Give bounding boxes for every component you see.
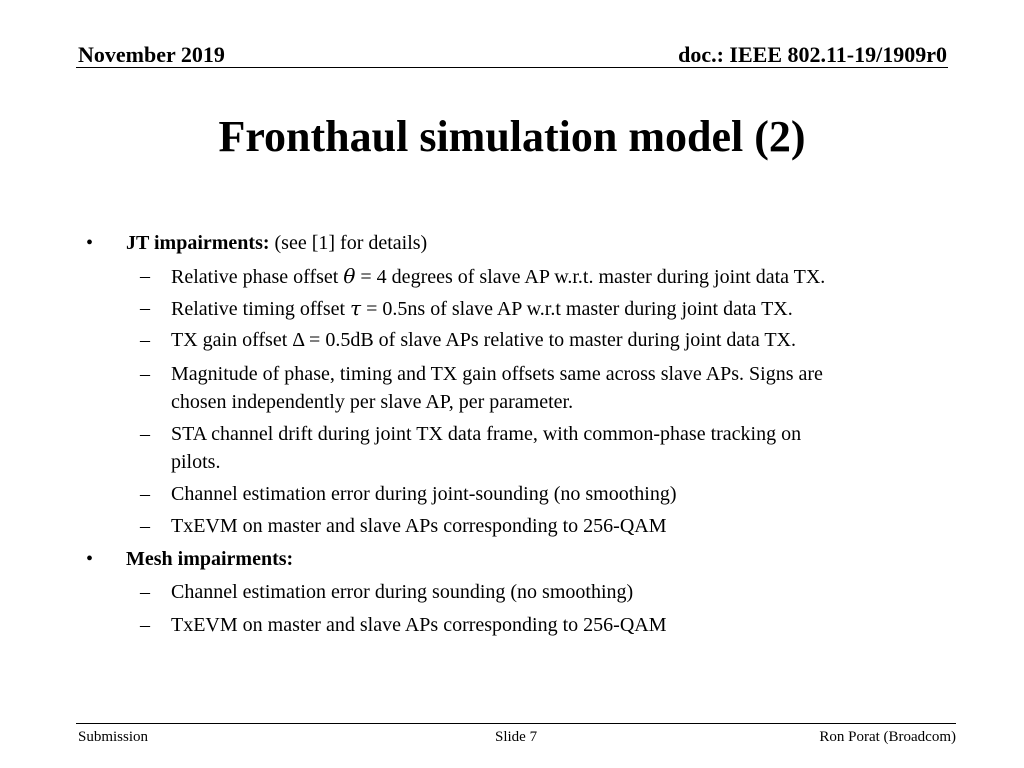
sub-bullet-gain-offset (171, 326, 941, 354)
sub-bullet-line: Magnitude of phase, timing and TX gain offsets same across slave APs. Signs are (171, 363, 823, 385)
sub-bullet-line: chosen independently per slave AP, per parameter. (171, 391, 574, 413)
sub-bullet-marker: – (140, 483, 150, 505)
header-date: November 2019 (78, 42, 225, 67)
bullet-marker: • (86, 548, 94, 570)
bullet-marker: • (86, 232, 94, 254)
sub-bullet-joint-sounding: Channel estimation error during joint-sounding (no smoothing) (171, 483, 677, 505)
sub-bullet-marker: – (140, 363, 150, 385)
bullet-label: Mesh impairments: (126, 548, 294, 570)
header-doc-id: doc.: IEEE 802.11-19/1909r0 (678, 42, 947, 67)
tau-symbol: τ (350, 296, 362, 320)
footer-submission: Submission (78, 729, 149, 745)
footer-divider (76, 723, 956, 724)
slide-title: Fronthaul simulation model (2) (218, 112, 806, 161)
bullet-text: (see [1] for details) (269, 232, 428, 254)
sub-bullet-marker: – (140, 265, 150, 287)
footer-author: Ron Porat (Broadcom) (819, 729, 956, 745)
sub-bullet-marker: – (140, 423, 150, 445)
bullet-label: JT impairments: (126, 232, 270, 254)
sub-bullet-text: TX gain offset (171, 329, 293, 351)
sub-bullet-text: = 0.5ns of slave AP w.r.t master during joint data TX. (361, 298, 793, 320)
theta-symbol: θ (343, 264, 356, 288)
sub-bullet-marker: – (140, 297, 150, 319)
sub-bullet-text: Relative timing offset (171, 298, 351, 320)
sub-bullet-txevm: TxEVM on master and slave APs corresponding to 256-QAM (171, 515, 667, 537)
sub-bullet-text: = 4 degrees of slave AP w.r.t. master during joint data TX. (355, 266, 826, 288)
sub-bullet-channel-drift (171, 420, 941, 476)
sub-bullet-magnitude (171, 360, 941, 416)
sub-bullet-marker: – (140, 329, 150, 351)
sub-bullet-phase-offset (171, 262, 941, 291)
bullet-mesh-impairments (126, 545, 293, 573)
sub-bullet-line: pilots. (171, 451, 221, 473)
sub-bullet-marker: – (140, 614, 150, 636)
bullet-jt-impairments (126, 229, 427, 257)
sub-bullet-sounding: Channel estimation error during sounding (no smoothing) (171, 581, 634, 603)
sub-bullet-marker: – (140, 515, 150, 537)
sub-bullet-line: STA channel drift during joint TX data frame, with common-phase tracking on (171, 423, 802, 445)
sub-bullet-marker: – (140, 581, 150, 603)
sub-bullet-text: Relative phase offset (171, 266, 344, 288)
delta-symbol: Δ (292, 329, 305, 351)
sub-bullet-text: = 0.5dB of slave APs relative to master during joint data TX. (304, 329, 796, 351)
sub-bullet-timing-offset (171, 294, 941, 323)
footer-slide-number: Slide 7 (495, 729, 538, 745)
sub-bullet-txevm-mesh: TxEVM on master and slave APs corresponding to 256-QAM (171, 614, 667, 636)
